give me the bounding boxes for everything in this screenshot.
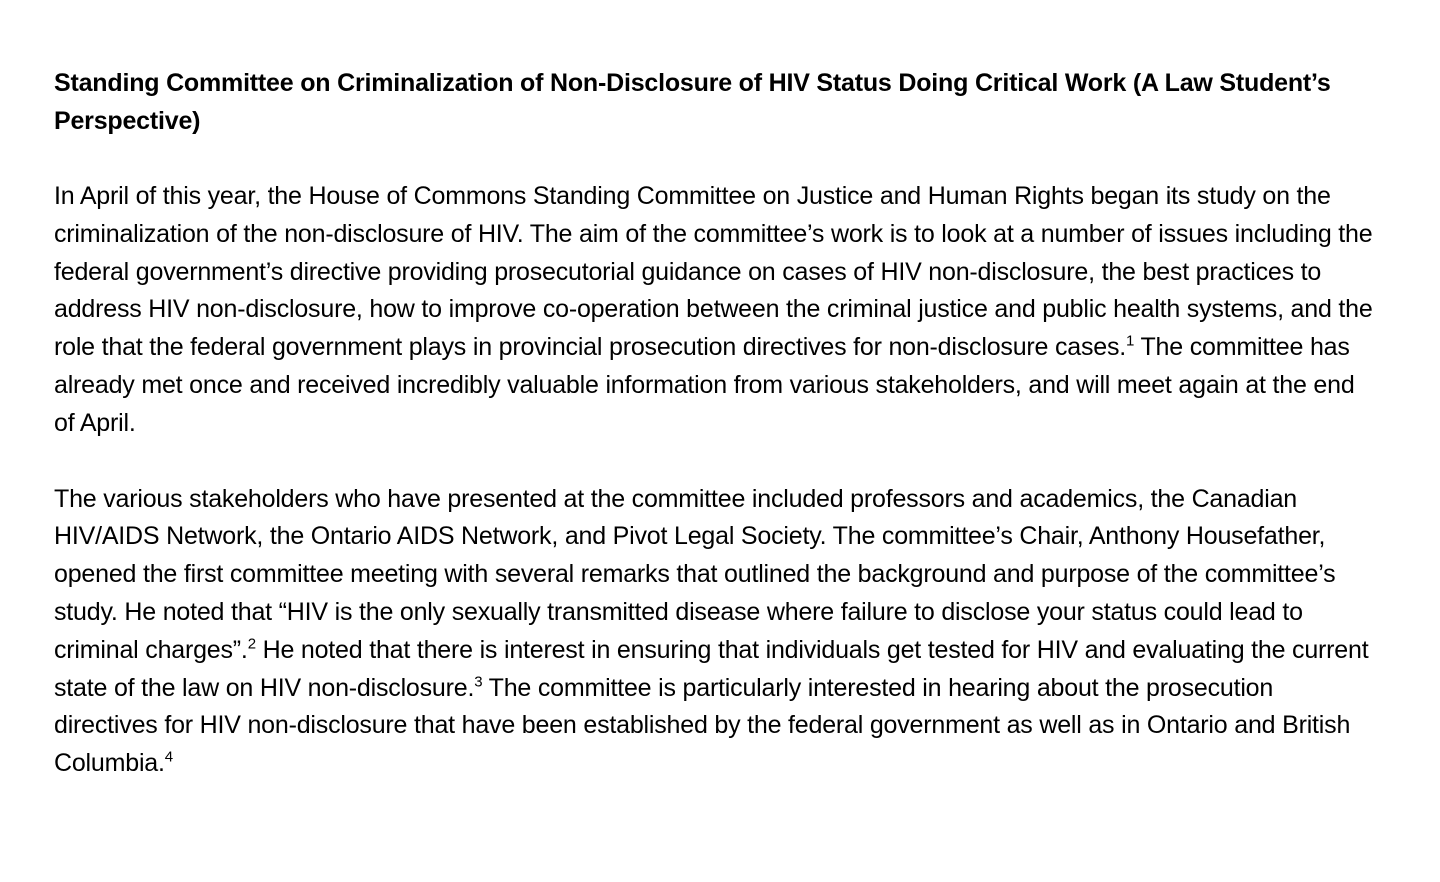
paragraph-2 bbox=[54, 481, 1380, 783]
footnote-marker-1: 1 bbox=[1126, 332, 1135, 350]
footnote-marker-3: 3 bbox=[474, 673, 483, 691]
paragraph-2-text-a: The various stakeholders who have presented at the committee included professors and academics, the Canadian HIV/AIDS Network, the Ontario AIDS Network, and Pivot Legal Society. The committee’s Chair, Anthony Housefather, opened the first committee meeting with several remarks that outlined the background and purpose of the committee’s study. He noted that “HIV is the only sexually transmitted disease where failure to disclose your status could lead to criminal charges”. bbox=[54, 484, 1336, 664]
footnote-marker-2: 2 bbox=[247, 635, 256, 653]
paragraph-1 bbox=[54, 178, 1380, 443]
paragraph-2-text-b: He noted that there is interest in ensuring that individuals get tested for HIV and evaluating the current state of the law on HIV non-disclosure. bbox=[54, 635, 1369, 702]
footnote-marker-4: 4 bbox=[164, 748, 173, 766]
paragraph-1-text-a: In April of this year, the House of Commons Standing Committee on Justice and Human Rights began its study on the criminalization of the non-disclosure of HIV. The aim of the committee’s work is to look at a number of issues including the federal government’s directive providing prosecutorial guidance on cases of HIV non-disclosure, the best practices to address HIV non-disclosure, how to improve co-operation between the criminal justice and public health systems, and the role that the federal government plays in provincial prosecution directives for non-disclosure cases. bbox=[54, 182, 1373, 362]
document-title: Standing Committee on Criminalization of Non-Disclosure of HIV Status Doing Critical Work (A Law Student’s Perspective) bbox=[54, 69, 1331, 135]
paragraph-1-text-b: The committee has already met once and received incredibly valuable information from various stakeholders, and will meet again at the end of April. bbox=[54, 333, 1355, 437]
paragraph-2-text-c: The committee is particularly interested in hearing about the prosecution directives for HIV non-disclosure that have been established by the federal government as well as in Ontario and British Columbia. bbox=[54, 673, 1351, 778]
